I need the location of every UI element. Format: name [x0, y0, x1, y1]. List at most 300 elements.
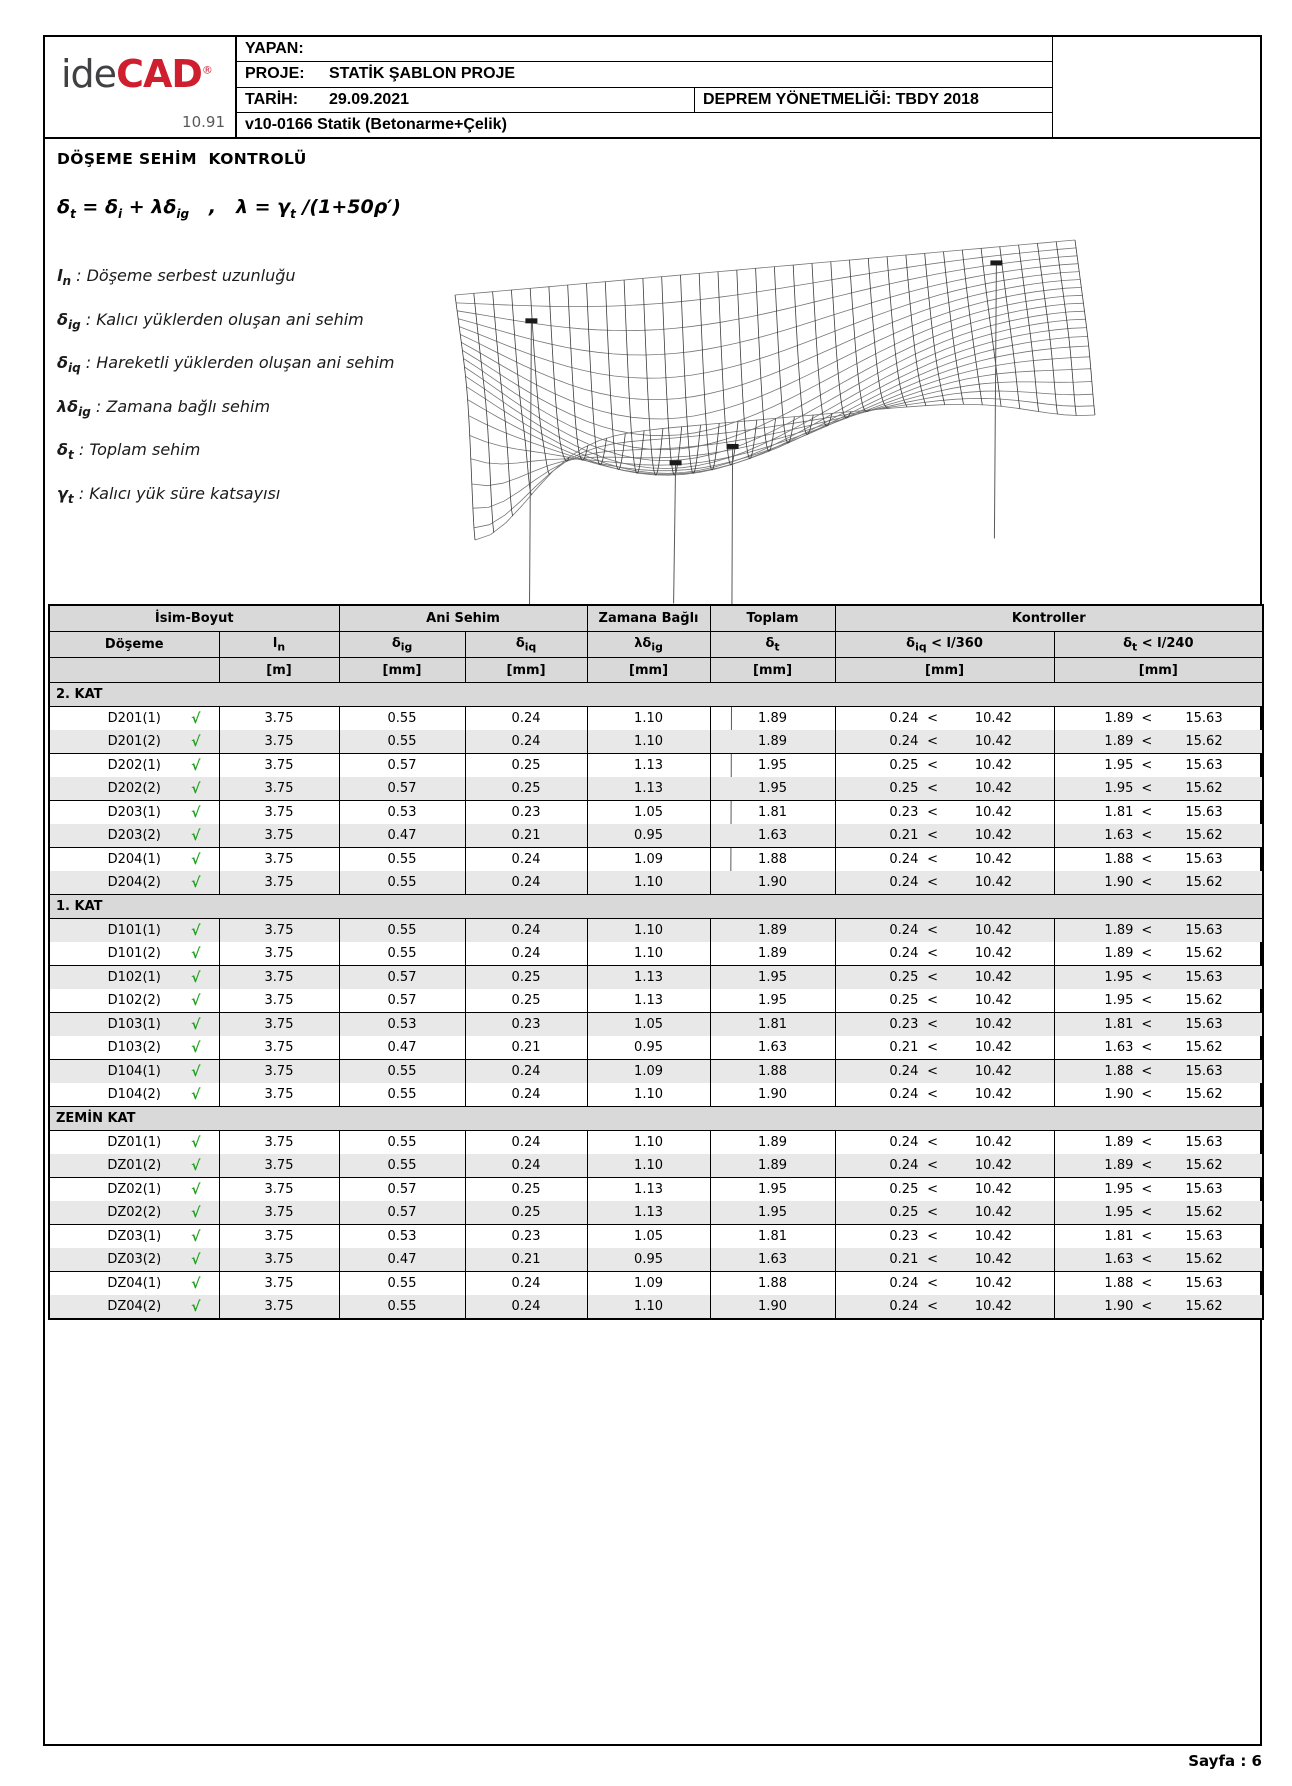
cell-slab-name — [49, 1225, 219, 1249]
cell-dig: 0.55 — [339, 707, 465, 731]
table-row — [49, 1083, 1263, 1107]
check-expression — [836, 777, 1054, 800]
check-expression — [836, 1201, 1054, 1224]
cell-ln: 3.75 — [219, 848, 339, 872]
column-symbol-header: $l_n$ — [219, 632, 339, 658]
less-than-operator: < — [1141, 946, 1153, 961]
slab-name-wrap — [50, 919, 219, 942]
cell-slab-name — [49, 1131, 219, 1155]
cell-ln: 3.75 — [219, 966, 339, 990]
table-row — [49, 989, 1263, 1013]
table-row — [49, 1178, 1263, 1202]
check-expression — [1055, 754, 1263, 777]
slab-name: DZ01(1) — [107, 1135, 162, 1150]
check-expression — [1055, 919, 1263, 942]
cell-dt: 1.90 — [710, 871, 835, 895]
table-row — [49, 707, 1263, 731]
check-value: 1.81 — [1104, 805, 1134, 820]
cell-dt: 1.89 — [710, 942, 835, 966]
check-expression — [1055, 942, 1263, 965]
cell-diq: 0.25 — [465, 966, 587, 990]
definition-item — [57, 440, 394, 484]
proje-row — [237, 62, 1052, 87]
check-limit: 10.42 — [974, 923, 1013, 938]
less-than-operator: < — [1141, 970, 1153, 985]
check-limit: 15.63 — [1185, 923, 1223, 938]
cell-dig: 0.55 — [339, 1060, 465, 1084]
less-than-operator: < — [927, 1158, 938, 1173]
column-unit-header: [mm] — [1054, 658, 1263, 683]
cell-dig: 0.55 — [339, 919, 465, 943]
cell-dt-check — [1054, 1131, 1263, 1155]
cell-dig: 0.55 — [339, 942, 465, 966]
cell-dt-check — [1054, 1178, 1263, 1202]
check-limit: 15.63 — [1185, 1182, 1223, 1197]
cell-slab-name — [49, 1178, 219, 1202]
cell-diq-check — [835, 1295, 1054, 1319]
check-icon: √ — [191, 1181, 201, 1198]
cell-diq-check — [835, 1036, 1054, 1060]
slab-name-wrap — [50, 871, 219, 894]
slab-name: DZ01(2) — [107, 1158, 162, 1173]
check-icon: √ — [191, 1228, 201, 1245]
check-limit: 15.63 — [1185, 711, 1223, 726]
cell-dig: 0.47 — [339, 1036, 465, 1060]
table-row — [49, 1131, 1263, 1155]
slab-name: DZ04(1) — [107, 1276, 162, 1291]
cell-ldig: 1.10 — [587, 1083, 710, 1107]
check-expression — [1055, 848, 1263, 871]
slab-name: D202(2) — [107, 781, 161, 796]
cell-dt-check — [1054, 919, 1263, 943]
slab-name-wrap — [50, 848, 219, 871]
slab-name: D204(1) — [107, 852, 161, 867]
cell-ldig: 1.10 — [587, 1295, 710, 1319]
check-limit: 15.62 — [1185, 734, 1223, 749]
group-header-toplam: Toplam — [710, 605, 835, 632]
cell-ldig: 1.05 — [587, 1013, 710, 1037]
check-value: 0.25 — [889, 970, 919, 985]
definition-colon: : — [80, 309, 97, 329]
check-icon: √ — [191, 1157, 201, 1174]
cell-diq: 0.25 — [465, 1178, 587, 1202]
less-than-operator: < — [1141, 828, 1153, 843]
cell-diq-check — [835, 777, 1054, 801]
check-expression — [836, 707, 1054, 730]
less-than-operator: < — [927, 734, 938, 749]
cell-ldig: 1.13 — [587, 777, 710, 801]
definition-symbol: $l_n$ — [57, 266, 72, 289]
check-expression — [836, 1036, 1054, 1059]
less-than-operator: < — [1141, 1040, 1153, 1055]
less-than-operator: < — [1141, 1135, 1153, 1150]
cell-diq: 0.25 — [465, 754, 587, 778]
deflection-table — [48, 604, 1264, 1320]
check-limit: 10.42 — [974, 758, 1013, 773]
less-than-operator: < — [1141, 1229, 1153, 1244]
cell-dt-check — [1054, 707, 1263, 731]
cell-dig: 0.57 — [339, 1178, 465, 1202]
cell-slab-name — [49, 1060, 219, 1084]
check-limit: 10.42 — [974, 993, 1013, 1008]
check-value: 0.24 — [889, 852, 919, 867]
cell-slab-name — [49, 1272, 219, 1296]
slab-name: D104(1) — [107, 1064, 161, 1079]
cell-dt: 1.90 — [710, 1083, 835, 1107]
check-expression — [836, 871, 1054, 894]
cell-diq: 0.21 — [465, 1036, 587, 1060]
less-than-operator: < — [1141, 758, 1153, 773]
cell-diq-check — [835, 730, 1054, 754]
less-than-operator: < — [1141, 875, 1153, 890]
check-expression — [836, 1272, 1054, 1295]
definition-colon: : — [73, 440, 90, 459]
check-expression — [836, 730, 1054, 753]
check-icon: √ — [191, 1039, 201, 1056]
check-value: 0.21 — [889, 1252, 919, 1267]
cell-diq-check — [835, 1013, 1054, 1037]
cell-ldig: 1.13 — [587, 989, 710, 1013]
cell-diq: 0.24 — [465, 1060, 587, 1084]
cell-dt-check — [1054, 1013, 1263, 1037]
check-icon: √ — [191, 780, 201, 797]
less-than-operator: < — [1141, 711, 1153, 726]
table-row — [49, 919, 1263, 943]
table-row — [49, 1248, 1263, 1272]
cell-ln: 3.75 — [219, 1154, 339, 1178]
less-than-operator: < — [927, 852, 938, 867]
check-value: 0.25 — [889, 758, 919, 773]
cell-diq: 0.24 — [465, 1083, 587, 1107]
cell-dt: 1.89 — [710, 919, 835, 943]
letterhead-empty-cell — [1052, 37, 1260, 137]
check-limit: 10.42 — [974, 1135, 1013, 1150]
check-value: 0.24 — [889, 923, 919, 938]
cell-dt-check — [1054, 754, 1263, 778]
cell-slab-name — [49, 730, 219, 754]
letterhead-fields — [237, 37, 1052, 137]
cell-dt: 1.81 — [710, 801, 835, 825]
cell-diq: 0.24 — [465, 1272, 587, 1296]
column-unit-header: [mm] — [339, 658, 465, 683]
check-value: 1.88 — [1104, 1276, 1134, 1291]
less-than-operator: < — [1141, 1205, 1153, 1220]
slab-name: DZ03(1) — [107, 1229, 162, 1244]
cell-ldig: 1.13 — [587, 966, 710, 990]
less-than-operator: < — [927, 711, 938, 726]
check-value: 1.88 — [1104, 1064, 1134, 1079]
cell-dt: 1.88 — [710, 1272, 835, 1296]
check-value: 0.23 — [889, 805, 919, 820]
cell-dig: 0.47 — [339, 1248, 465, 1272]
yapan-label: YAPAN: — [245, 40, 304, 58]
definition-symbol: $\lambda\delta_{ig}$ — [57, 396, 91, 419]
cell-dt-check — [1054, 1295, 1263, 1319]
cell-ln: 3.75 — [219, 1131, 339, 1155]
group-header-isim-boyut: İsim-Boyut — [49, 605, 339, 632]
cell-slab-name — [49, 989, 219, 1013]
slab-name: D102(1) — [107, 970, 161, 985]
logo-ide-text: ide — [61, 52, 117, 96]
check-value: 0.24 — [889, 1135, 919, 1150]
check-value: 1.90 — [1104, 1087, 1134, 1102]
cell-dig: 0.55 — [339, 848, 465, 872]
check-limit: 10.42 — [974, 805, 1013, 820]
check-limit: 10.42 — [974, 781, 1013, 796]
check-icon: √ — [191, 1134, 201, 1151]
cell-ldig: 1.05 — [587, 801, 710, 825]
cell-ldig: 1.10 — [587, 942, 710, 966]
group-header-ani-sehim: Ani Sehim — [339, 605, 587, 632]
check-limit: 10.42 — [974, 1182, 1013, 1197]
cell-slab-name — [49, 871, 219, 895]
slab-name: D203(2) — [107, 828, 161, 843]
less-than-operator: < — [927, 828, 938, 843]
cell-dt-check — [1054, 989, 1263, 1013]
slab-name-wrap — [50, 989, 219, 1012]
check-value: 0.24 — [889, 875, 919, 890]
check-expression — [1055, 1295, 1263, 1318]
cell-diq: 0.25 — [465, 989, 587, 1013]
definition-text: Hareketli yüklerden oluşan ani sehim — [96, 353, 395, 372]
check-limit: 10.42 — [974, 852, 1013, 867]
check-expression — [1055, 871, 1263, 894]
proje-value: STATİK ŞABLON PROJE — [329, 65, 516, 83]
check-limit: 15.63 — [1185, 852, 1223, 867]
yapan-row — [237, 37, 1052, 62]
less-than-operator: < — [927, 1229, 938, 1244]
check-icon: √ — [191, 1204, 201, 1221]
check-expression — [1055, 1154, 1263, 1177]
check-value: 0.24 — [889, 734, 919, 749]
less-than-operator: < — [1141, 734, 1153, 749]
check-limit: 15.63 — [1185, 1135, 1223, 1150]
check-limit: 15.62 — [1185, 1040, 1223, 1055]
slab-name: D203(1) — [107, 805, 161, 820]
group-header-zamana-bagli: Zamana Bağlı — [587, 605, 710, 632]
less-than-operator: < — [1141, 1087, 1153, 1102]
less-than-operator: < — [927, 875, 938, 890]
cell-ldig: 1.10 — [587, 730, 710, 754]
slab-name-wrap — [50, 1154, 219, 1177]
cell-slab-name — [49, 919, 219, 943]
slab-name: D202(1) — [107, 758, 161, 773]
cell-ln: 3.75 — [219, 1013, 339, 1037]
logo-cad-text: CAD — [116, 52, 202, 96]
cell-dt: 1.95 — [710, 1178, 835, 1202]
check-limit: 10.42 — [974, 1299, 1013, 1314]
cell-diq: 0.24 — [465, 919, 587, 943]
tarih-value: 29.09.2021 — [329, 90, 410, 108]
cell-diq-check — [835, 824, 1054, 848]
check-limit: 15.62 — [1185, 1299, 1223, 1314]
table-row — [49, 871, 1263, 895]
check-limit: 15.62 — [1185, 828, 1223, 843]
check-expression — [1055, 1036, 1263, 1059]
column-symbol-header: $\delta_t$ — [710, 632, 835, 658]
column-unit-header: [mm] — [587, 658, 710, 683]
table-symbol-header-row — [49, 632, 1263, 658]
check-limit: 15.63 — [1185, 1276, 1223, 1291]
slab-name: DZ04(2) — [107, 1299, 162, 1314]
cell-slab-name — [49, 1083, 219, 1107]
cell-dt-check — [1054, 1036, 1263, 1060]
check-limit: 10.42 — [974, 1252, 1013, 1267]
check-value: 1.90 — [1104, 875, 1134, 890]
cell-dt-check — [1054, 1060, 1263, 1084]
slab-name-wrap — [50, 1225, 219, 1248]
check-expression — [836, 801, 1054, 824]
check-value: 0.24 — [889, 1299, 919, 1314]
cell-diq: 0.23 — [465, 801, 587, 825]
check-limit: 15.63 — [1185, 1064, 1223, 1079]
cell-diq-check — [835, 1272, 1054, 1296]
cell-ln: 3.75 — [219, 1178, 339, 1202]
check-expression — [836, 754, 1054, 777]
cell-diq-check — [835, 942, 1054, 966]
cell-dt-check — [1054, 1154, 1263, 1178]
check-expression — [836, 1083, 1054, 1106]
cell-slab-name — [49, 707, 219, 731]
slab-name-wrap — [50, 1060, 219, 1083]
column-symbol-header: $\delta_{ig}$ — [339, 632, 465, 658]
table-row — [49, 1013, 1263, 1037]
cell-ln: 3.75 — [219, 989, 339, 1013]
check-icon: √ — [191, 804, 201, 821]
check-limit: 10.42 — [974, 1229, 1013, 1244]
cell-diq: 0.23 — [465, 1013, 587, 1037]
group-header-kontroller: Kontroller — [835, 605, 1263, 632]
check-value: 1.95 — [1104, 758, 1134, 773]
cell-diq: 0.24 — [465, 848, 587, 872]
cell-dt: 1.95 — [710, 966, 835, 990]
cell-ln: 3.75 — [219, 1060, 339, 1084]
cell-dig: 0.55 — [339, 1272, 465, 1296]
definition-item — [57, 310, 394, 354]
section-name: ZEMİN KAT — [49, 1107, 1263, 1131]
column-symbol-header: Döşeme — [49, 632, 219, 658]
check-value: 0.24 — [889, 1158, 919, 1173]
table-row — [49, 1225, 1263, 1249]
definition-symbol: $\delta_{ig}$ — [57, 309, 81, 332]
definition-colon: : — [71, 266, 87, 285]
less-than-operator: < — [1141, 852, 1153, 867]
check-value: 1.89 — [1104, 1135, 1134, 1150]
check-limit: 15.62 — [1185, 1158, 1223, 1173]
cell-ln: 3.75 — [219, 801, 339, 825]
check-value: 1.63 — [1104, 828, 1134, 843]
check-limit: 15.63 — [1185, 758, 1223, 773]
cell-dig: 0.55 — [339, 730, 465, 754]
cell-diq: 0.21 — [465, 1248, 587, 1272]
check-expression — [836, 1225, 1054, 1248]
cell-diq-check — [835, 848, 1054, 872]
check-value: 1.81 — [1104, 1229, 1134, 1244]
less-than-operator: < — [1141, 805, 1153, 820]
table-row — [49, 1295, 1263, 1319]
column-unit-header: [mm] — [835, 658, 1054, 683]
software-version-line: v10-0166 Statik (Betonarme+Çelik) — [245, 115, 507, 133]
check-value: 1.95 — [1104, 970, 1134, 985]
less-than-operator: < — [927, 758, 938, 773]
check-value: 1.95 — [1104, 781, 1134, 796]
check-expression — [1055, 1178, 1263, 1201]
cell-ln: 3.75 — [219, 942, 339, 966]
check-value: 0.25 — [889, 1205, 919, 1220]
cell-slab-name — [49, 966, 219, 990]
check-limit: 10.42 — [974, 970, 1013, 985]
cell-slab-name — [49, 1295, 219, 1319]
section-header-row — [49, 683, 1263, 707]
cell-diq-check — [835, 1225, 1054, 1249]
less-than-operator: < — [1141, 1299, 1153, 1314]
deflection-formula: $\delta_t = \delta_i + \lambda\delta_{ig}$ , $\lambda = \gamma_t$ /(1+50ρ′) — [57, 196, 401, 221]
cell-dt-check — [1054, 1248, 1263, 1272]
check-icon: √ — [191, 1086, 201, 1103]
definition-symbol: $\gamma_t$ — [57, 483, 74, 506]
cell-ln: 3.75 — [219, 1083, 339, 1107]
slab-name-wrap — [50, 754, 219, 777]
table-unit-header-row — [49, 658, 1263, 683]
slab-name: D101(2) — [107, 946, 161, 961]
check-limit: 10.42 — [974, 1276, 1013, 1291]
definition-text: Toplam sehim — [89, 440, 201, 459]
slab-name: DZ02(1) — [107, 1182, 162, 1197]
cell-diq-check — [835, 1083, 1054, 1107]
definition-colon: : — [80, 353, 97, 372]
cell-diq: 0.24 — [465, 1131, 587, 1155]
check-expression — [1055, 1083, 1263, 1106]
table-row — [49, 1060, 1263, 1084]
check-expression — [836, 1295, 1054, 1318]
cell-ldig: 1.05 — [587, 1225, 710, 1249]
column-unit-header: [m] — [219, 658, 339, 683]
check-icon: √ — [191, 1298, 201, 1315]
cell-ln: 3.75 — [219, 754, 339, 778]
check-expression — [1055, 1131, 1263, 1154]
tarih-label: TARİH: — [245, 90, 299, 108]
slab-name: D201(1) — [107, 711, 161, 726]
column-symbol-header: $\delta_{iq} < l/360$ — [835, 632, 1054, 658]
less-than-operator: < — [927, 993, 938, 1008]
cell-dt: 1.88 — [710, 1060, 835, 1084]
cell-diq-check — [835, 871, 1054, 895]
cell-ldig: 1.13 — [587, 754, 710, 778]
logo-version: 10.91 — [182, 113, 225, 131]
check-expression — [1055, 777, 1263, 800]
idecad-logo — [45, 37, 237, 137]
cell-ldig: 0.95 — [587, 824, 710, 848]
check-limit: 10.42 — [974, 946, 1013, 961]
section-name: 1. KAT — [49, 895, 1263, 919]
check-limit: 15.62 — [1185, 1087, 1223, 1102]
check-expression — [1055, 730, 1263, 753]
slab-name-wrap — [50, 777, 219, 800]
slab-name-wrap — [50, 1131, 219, 1154]
less-than-operator: < — [1141, 923, 1153, 938]
deprem-cell — [694, 88, 1052, 112]
section-name: 2. KAT — [49, 683, 1263, 707]
less-than-operator: < — [927, 1135, 938, 1150]
symbol-definitions — [57, 266, 394, 527]
definition-item — [57, 484, 394, 528]
less-than-operator: < — [927, 923, 938, 938]
check-value: 1.88 — [1104, 852, 1134, 867]
check-value: 1.63 — [1104, 1040, 1134, 1055]
check-value: 1.89 — [1104, 711, 1134, 726]
cell-diq-check — [835, 801, 1054, 825]
cell-dig: 0.55 — [339, 1083, 465, 1107]
